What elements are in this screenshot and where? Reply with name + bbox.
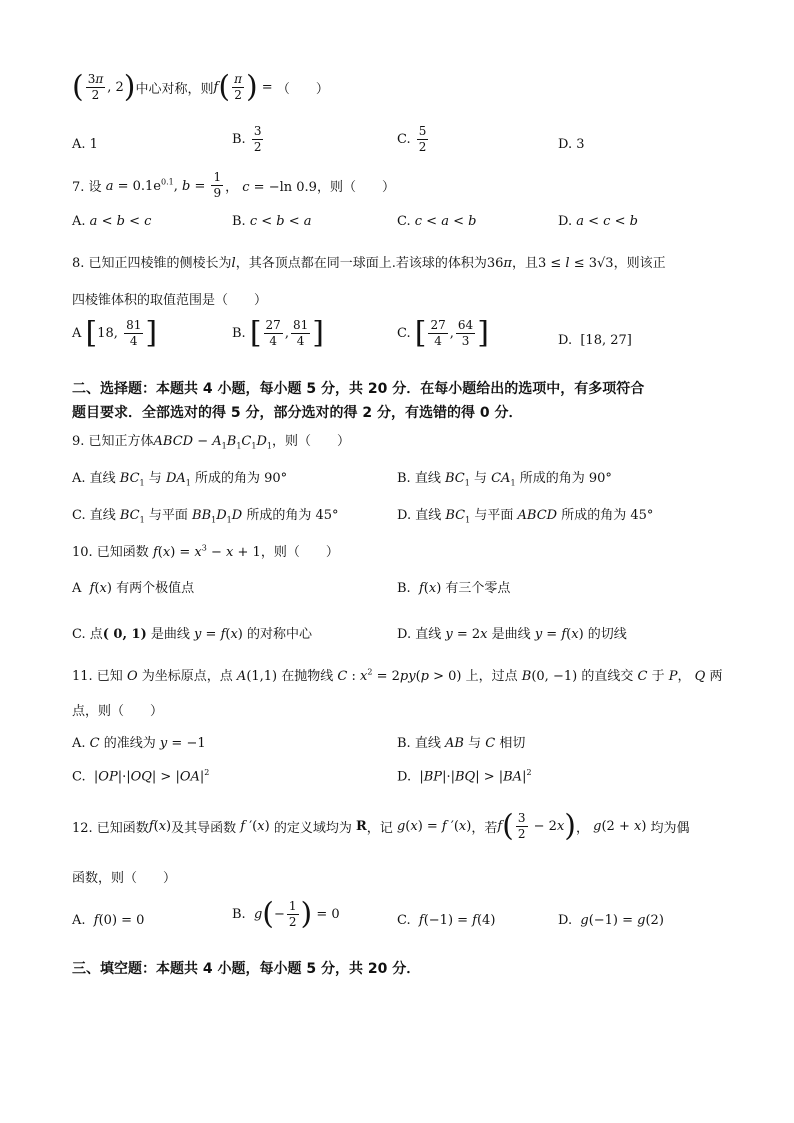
q6-option-d: D. 3	[558, 137, 585, 152]
section3-heading: 三、填空题：本题共 4 小题，每小题 5 分，共 20 分．	[72, 961, 421, 977]
q11-option-d: D. $|BP|\cdot|BQ| > |BA|^2$	[397, 768, 532, 785]
q8-option-d: D. [18, 27]	[558, 333, 632, 348]
q11-option-b: B. 直线 AB 与 C 相切	[397, 736, 526, 751]
q7-option-a: A. a < b < c	[72, 214, 152, 229]
q11-line1: 11. 已知 O 为坐标原点，点 A(1,1) 在抛物线 C : $x^2 = 2py(p > 0)$ 上，过点 B(0, −1) 的直线交 C 于 P， Q 两	[72, 667, 723, 684]
q10-option-a: A f(x) 有两个极值点	[72, 581, 195, 596]
q10-option-d: D. 直线 y = 2x 是曲线 y = f(x) 的切线	[397, 627, 627, 642]
q9-option-d: D. 直线 $BC_1$ 与平面 ABCD 所成的角为 45°	[397, 508, 654, 525]
q8-option-b: B. [ $\frac{27}{4}$ , $\frac{81}{4}$ ]	[232, 315, 324, 351]
q9-stem: 9. 已知正方体ABCD − $A_1B_1C_1D_1$，则（ ）	[72, 434, 351, 451]
q10-stem: 10. 已知函数 $f(x) = x^3 - x + 1$，则（ ）	[72, 543, 339, 560]
q6-option-a: A. 1	[72, 137, 98, 152]
q6-paren: （ ）	[276, 82, 329, 97]
q10-option-c: C. 点( 0, 1) 是曲线 y = f(x) 的对称中心	[72, 627, 313, 642]
q6-option-c: C. $\frac{5}{2}$	[397, 124, 427, 154]
q12-line2: 函数，则（ ）	[72, 871, 177, 886]
q12-line1: 12. 已知函数f(x)及其导函数 f ′(x) 的定义域均为 R，记 g(x) = f ′(x)，若f( $\frac{3}{2}$ − 2x)， g(2 + x) 均为偶	[72, 808, 690, 844]
section2-heading-line1: 二、选择题：本题共 4 小题，每小题 5 分，共 20 分．在每小题给出的选项中，有多项符合	[72, 381, 645, 397]
q12-option-c: C. f(−1) = f(4)	[397, 913, 496, 928]
q12-option-b: B. g(− $\frac{1}{2}$ ) = 0	[232, 896, 340, 932]
q10-option-b: B. f(x) 有三个零点	[397, 581, 511, 596]
q9-option-a: A. 直线 $BC_1$ 与 $DA_1$ 所成的角为 90°	[72, 471, 288, 488]
q8-line2: 四棱锥体积的取值范围是（ ）	[72, 293, 268, 308]
q8-line1: 8. 已知正四棱锥的侧棱长为l，其各顶点都在同一球面上.若该球的体积为36π，且3 ≤ l ≤ 3√3，则该正	[72, 256, 666, 271]
q12-option-a: A. f(0) = 0	[72, 913, 145, 928]
q8-option-c: C. [ $\frac{27}{4}$ , $\frac{64}{3}$ ]	[397, 315, 489, 351]
q9-option-b: B. 直线 $BC_1$ 与 $CA_1$ 所成的角为 90°	[397, 471, 612, 488]
q7-option-d: D. a < c < b	[558, 214, 638, 229]
q6-stem-tail: ( $\frac{3\pi}{2}$ , 2)中心对称，则f( $\frac{\pi}{2}$ ) = （ ）	[72, 69, 329, 105]
q12-option-d: D. g(−1) = g(2)	[558, 913, 664, 928]
q7-stem: 7. 设 $a = 0.1e^{0.1}$, b = $\frac{1}{9}$ ， c = −ln 0.9，则（ ）	[72, 170, 395, 200]
q11-option-a: A. C 的准线为 y = −1	[72, 736, 206, 751]
q8-option-a: A [18, $\frac{81}{4}$ ]	[72, 315, 158, 351]
q11-line2: 点，则（ ）	[72, 704, 164, 719]
q9-option-c: C. 直线 $BC_1$ 与平面 $BB_1D_1D$ 所成的角为 45°	[72, 508, 339, 525]
q11-option-c: C. $|OP|\cdot|OQ| > |OA|^2$	[72, 768, 210, 785]
q7-option-c: C. c < a < b	[397, 214, 477, 229]
q7-option-b: B. c < b < a	[232, 214, 312, 229]
q6-option-b: B. $\frac{3}{2}$	[232, 124, 262, 154]
q6-suffix: 中心对称，则	[135, 82, 214, 97]
section2-heading-line2: 题目要求．全部选对的得 5 分，部分选对的得 2 分，有选错的得 0 分．	[72, 405, 523, 421]
